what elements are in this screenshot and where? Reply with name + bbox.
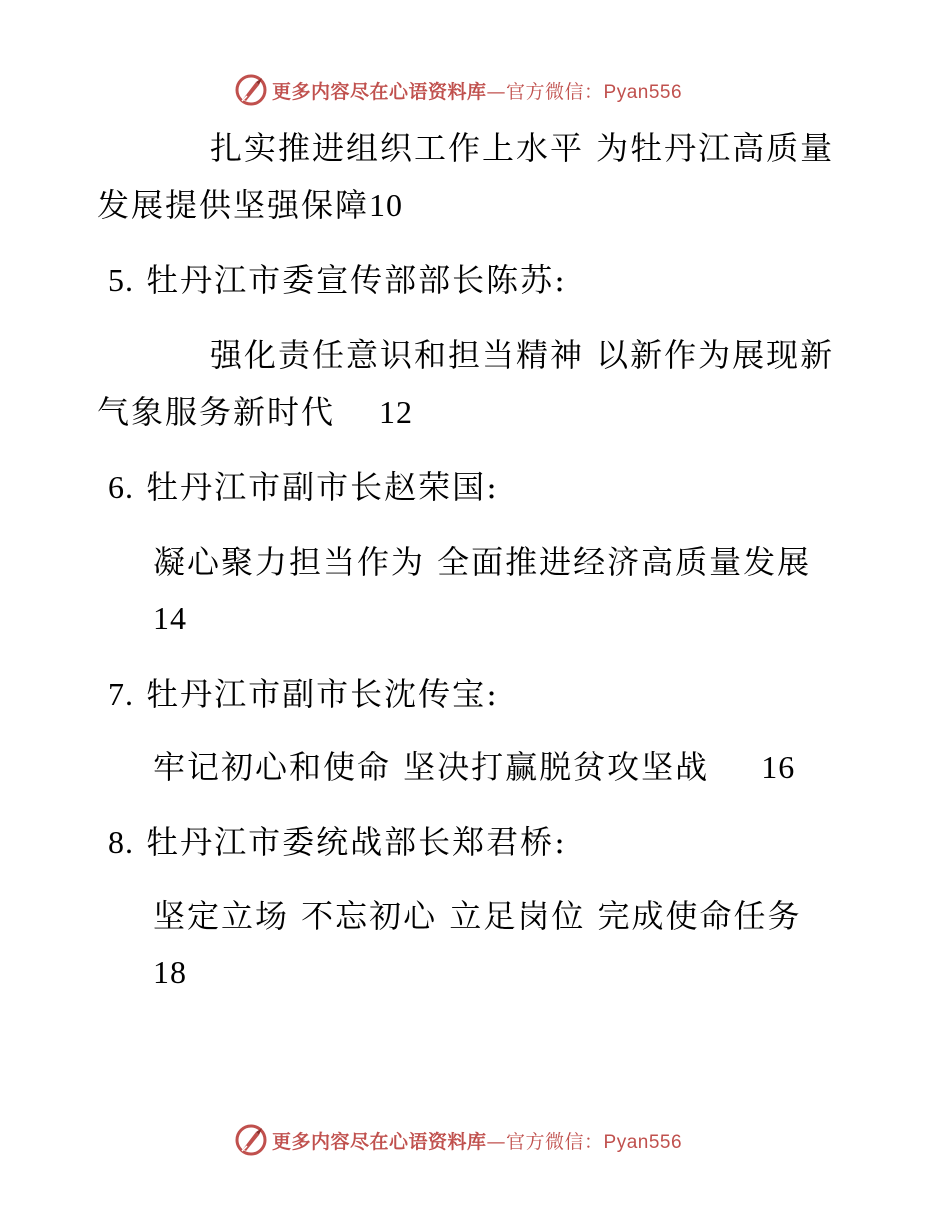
toc-entry-8-author: 牡丹江市委统战部长郑君桥:	[146, 823, 567, 861]
watermark-text	[272, 77, 682, 104]
toc-entry-8-title-line1: 坚定立场 不忘初心 立足岗位 完成使命任务	[153, 897, 802, 935]
watermark-main-text: 更多内容尽在心语资料库	[272, 80, 487, 103]
footer-watermark-content	[234, 1120, 682, 1160]
toc-entry-7-number: 7.	[108, 676, 134, 712]
toc-entry-7-title-text: 牢记初心和使命 坚决打赢脱贫攻坚战	[153, 748, 710, 786]
toc-entry-4-title-text: 发展提供坚强保障	[97, 186, 370, 224]
toc-entry-8-page: 18	[153, 954, 187, 990]
watermark-official-label: 官方微信：	[506, 80, 604, 103]
footer-watermark	[0, 1120, 950, 1160]
watermark-main-text: 更多内容尽在心语资料库	[272, 1130, 487, 1153]
toc-entry-7-title-line1	[153, 747, 795, 787]
toc-entry-6-author: 牡丹江市副市长赵荣国:	[146, 468, 499, 506]
toc-entry-7-page: 16	[761, 749, 796, 785]
toc-entry-7-author: 牡丹江市副市长沈传宝:	[146, 675, 499, 713]
watermark-dash: —	[486, 80, 507, 103]
toc-entry-8-header	[108, 822, 567, 862]
toc-entry-5-title-line2	[97, 392, 413, 432]
watermark-text	[272, 1127, 682, 1154]
watermark-wechat-id: Pyan556	[603, 81, 683, 103]
feather-pen-icon	[234, 1123, 268, 1157]
toc-entry-5-author: 牡丹江市委宣传部部长陈苏:	[146, 261, 567, 299]
feather-pen-icon	[234, 73, 268, 107]
header-watermark-content	[234, 70, 682, 110]
toc-entry-8-number: 8.	[108, 824, 134, 860]
toc-entry-5-header	[108, 260, 567, 300]
toc-entry-6-header	[108, 467, 499, 507]
toc-entry-6-page: 14	[153, 600, 187, 636]
header-watermark	[0, 70, 950, 110]
toc-entry-5-title-text: 气象服务新时代	[97, 393, 336, 431]
toc-entry-5-number: 5.	[108, 262, 134, 298]
toc-entry-5-page: 12	[379, 394, 414, 430]
toc-entry-5-title-line1: 强化责任意识和担当精神 以新作为展现新	[210, 336, 835, 374]
toc-entry-4-title-line1: 扎实推进组织工作上水平 为牡丹江高质量	[210, 129, 835, 167]
watermark-dash: —	[486, 1130, 507, 1153]
toc-entry-4-title-line2	[97, 185, 403, 225]
toc-entry-6-number: 6.	[108, 469, 134, 505]
toc-entry-6-title-line1: 凝心聚力担当作为 全面推进经济高质量发展	[153, 543, 812, 581]
watermark-wechat-id: Pyan556	[603, 1131, 683, 1153]
toc-entry-7-header	[108, 674, 499, 714]
toc-entry-4-page: 10	[369, 187, 404, 223]
watermark-official-label: 官方微信：	[506, 1130, 604, 1153]
